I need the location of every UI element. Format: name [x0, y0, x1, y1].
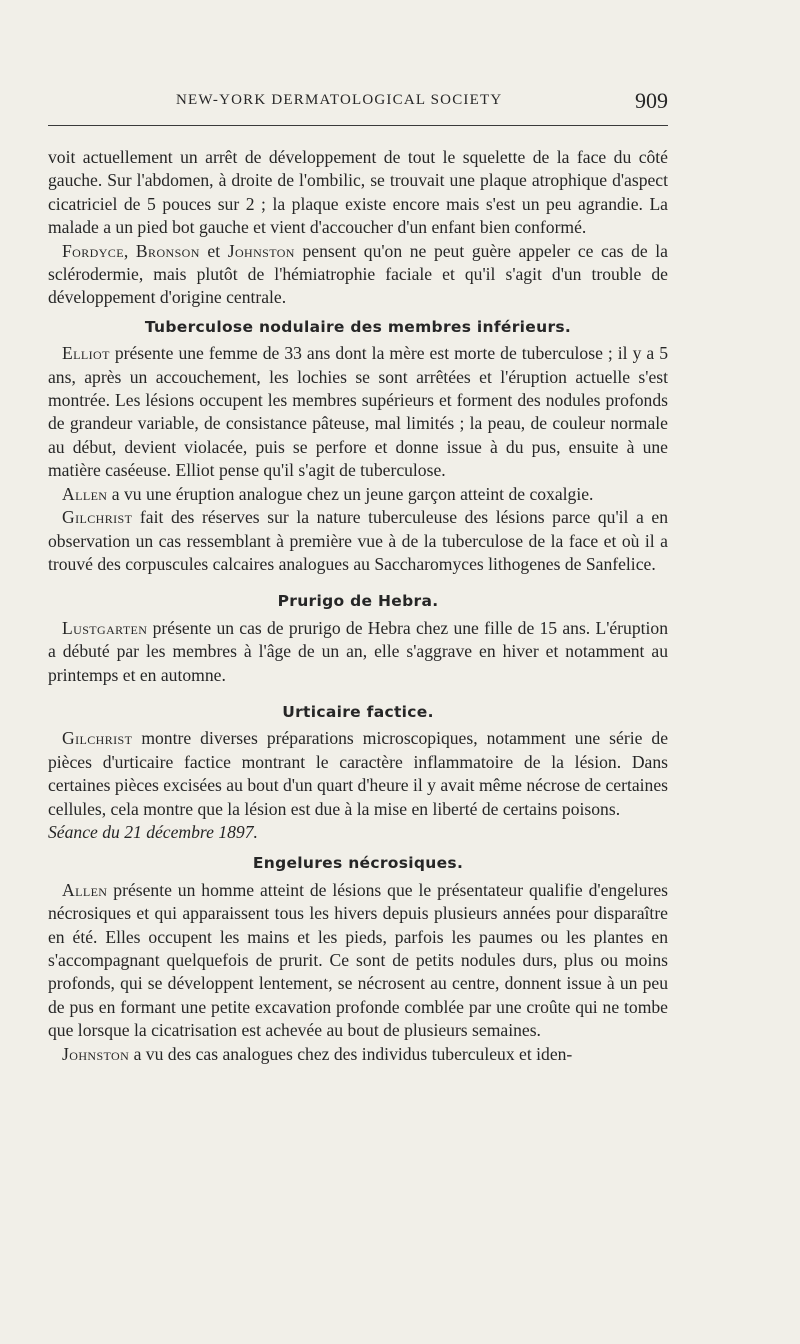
author-name: Gilchrist	[62, 728, 133, 749]
paragraph-gilchrist	[48, 506, 668, 576]
author-name: Allen	[62, 879, 108, 900]
header-rule	[48, 125, 668, 126]
paragraph-fordyce: Fordyce, Bronson et Johnston pensent qu'on ne peut guère appeler ce cas de la sclérodermie, mais plutôt de l'hémiatrophie faciale et qu'il s'agit d'un trouble de développement d'origine centrale.	[48, 240, 668, 308]
paragraph-lustgarten	[48, 617, 668, 687]
paragraph-text: présente un cas de prurigo de Hebra chez une fille de 15 ans. L'éruption a débuté par les membres à l'âge de un an, elle s'aggrave en hiver et notamment au printemps et en automne.	[48, 617, 668, 685]
author-name: Allen	[62, 483, 108, 504]
author-name: Lustgarten	[62, 617, 148, 638]
author-name: Fordyce	[62, 240, 124, 261]
section-heading: Prurigo de Hebra.	[277, 592, 439, 611]
paragraph-text: présente une femme de 33 ans dont la mère est morte de tuberculose ; il y a 5 ans, après un accouchement, les lochies se sont arrêtées et l'éruption actuelle s'est montrée. Les lésions occupent les membres supérieurs et forment des nodules profonds de grandeur variable, de consistance pâteuse, mal limités ; la peau, de couleur normale au début, devient violacée, puis se perfore et donne issue à du pus, ensuite à une matière caséeuse. Elliot pense qu'il s'agit de tuberculose.	[48, 343, 668, 481]
paragraph-text: présente un homme atteint de lésions que le présentateur qualifie d'engelures nécrosiques et qui apparaissent tous les hivers depuis plusieurs années pour disparaître en été. Elles occupent les mains et les pieds, parfois les paumes ou les plantes en s'accompagnant quelquefois de prurit. Ce sont de petits nodules durs, plus ou moins profonds, qui se développent lentement, se nécrosent au centre, donnent issue à un peu de pus en formant une petite excavation profonde comblée par une croûte qui ne tombe que lorsque la cicatrisation est achevée au bout de plusieurs semaines.	[48, 879, 668, 1041]
page-number: 909	[635, 88, 668, 113]
paragraph-allen-engelures	[48, 879, 668, 1043]
author-name: Gilchrist	[62, 507, 133, 528]
paragraph-text: fait des réserves sur la nature tuberculeuse des lésions parce qu'il a en observation un cas ressemblant à première vue à de la tuberculose de la face et où il a trouvé des corpuscules calcaires analogues au Saccharomyces lithogenes de Sanfelice.	[48, 507, 668, 574]
paragraph-text: a vu une éruption analogue chez un jeune garçon atteint de coxalgie.	[107, 483, 594, 504]
section-heading: Tuberculose nodulaire des membres inférieurs.	[144, 317, 572, 336]
paragraph-gilchrist-urticaire	[48, 727, 668, 821]
section-heading: Engelures nécrosiques.	[252, 854, 464, 873]
paragraph-continued	[48, 146, 668, 240]
paragraph-text: pensent qu'on ne peut guère appeler ce cas de la sclérodermie, mais plutôt de l'hémiatrophie faciale et qu'il s'agit d'un trouble de développement d'origine centrale.	[48, 240, 668, 308]
author-name: Elliot	[62, 343, 110, 364]
paragraph-text: montre diverses préparations microscopiques, notamment une série de pièces d'urticaire factice montrant le caractère inflammatoire de la lésion. Dans certaines pièces excisées au bout d'un quart d'heure il y avait même nécrose de certaines cellules, cela montre que la lésion est due à la mise en liberté de certains poisons.	[48, 728, 668, 819]
section-heading: Urticaire factice.	[282, 702, 434, 721]
paragraph-text: voit actuellement un arrêt de développement de tout le squelette de la face du côté gauche. Sur l'abdomen, à droite de l'ombilic, se trouvait une plaque atrophique d'aspect cicatriciel de 5 pouces sur 2 ; la plaque existe encore mais s'est un peu agrandie. La malade a un pied bot gauche et vient d'accoucher d'un enfant bien conformé.	[48, 147, 668, 238]
connector-word: et	[207, 240, 221, 261]
running-header	[48, 88, 668, 116]
paragraph-text: a vu des cas analogues chez des individus tuberculeux et iden-	[129, 1043, 573, 1064]
author-name: Johnston	[62, 1043, 130, 1064]
paragraph-johnston	[48, 1043, 668, 1066]
seance-date: Séance du 21 décembre 1897.	[48, 821, 258, 842]
paragraph-allen	[48, 483, 668, 506]
running-title: NEW-YORK DERMATOLOGICAL SOCIETY	[176, 92, 503, 108]
author-name: Johnston	[227, 240, 295, 261]
body-text	[48, 146, 668, 1066]
paragraph-elliot	[48, 342, 668, 482]
author-name: Bronson	[135, 240, 200, 261]
